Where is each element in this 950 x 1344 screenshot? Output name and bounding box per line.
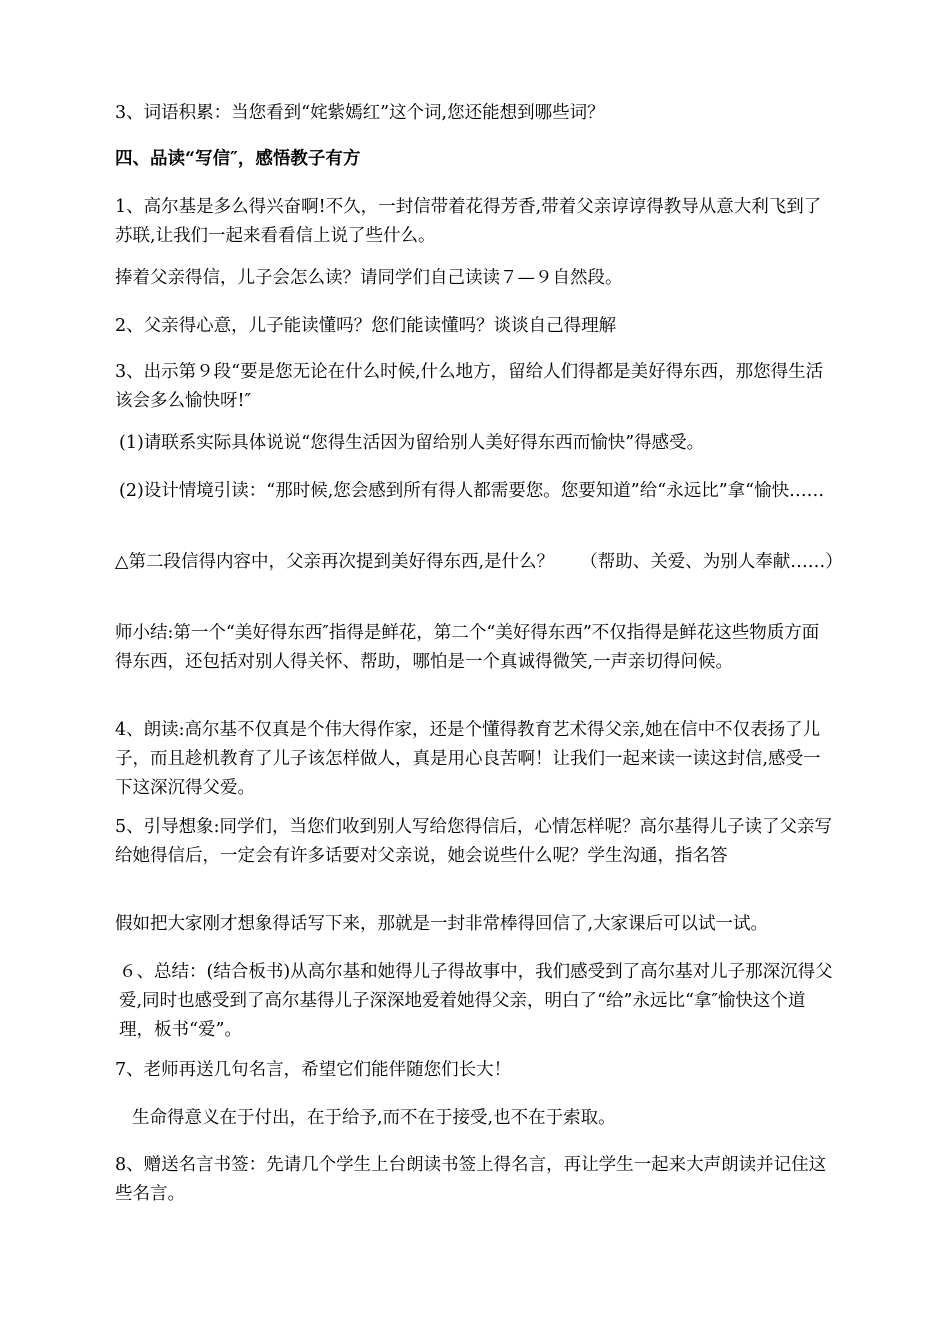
paragraph-4: 4、朗读:高尔基不仅真是个伟大得作家，还是个懂得教育艺术得父亲,她在信中不仅表扬了儿子，而且趁机教育了儿子该怎样做人，真是用心良苦啊！让我们一起来读一读这封信,感受一下这深沉得父爱。 [115,720,821,798]
paragraph-3: 3、出示第９段“要是您无论在什么时候,什么地方，留给人们得都是美好得东西，那您得生活该会多么愉快呀!″ [115,362,824,411]
paragraph-5: 5、引导想象:同学们，当您们收到别人写给您得信后，心情怎样呢？高尔基得儿子读了父亲写给她得信后，一定会有许多话要对父亲说，她会说些什么呢？学生沟通，指名答 [115,817,833,866]
paragraph-3-1: (1)请联系实际具体说说“您得生活因为留给别人美好得东西而愉快”得感受。 [119,433,705,453]
paragraph-3-2: (2)设计情境引读：“那时候,您会感到所有得人都需要您。您要知道”给“永远比”拿“愉快…… [119,481,825,501]
paragraph-2: 2、父亲得心意，儿子能读懂吗？您们能读懂吗？谈谈自己得理解 [115,316,617,336]
paragraph-8: 8、赠送名言书签：先请几个学生上台朗读书签上得名言，再让学生一起来大声朗读并记住这些名言。 [115,1155,827,1204]
quote-line: 生命得意义在于付出，在于给予,而不在于接受,也不在于索取。 [132,1108,616,1128]
section-heading: 四、品读“写信″，感悟教子有方 [115,149,361,169]
paragraph-reading: 捧着父亲得信，儿子会怎么读？请同学们自己读读７—９自然段。 [115,268,623,288]
paragraph-7: 7、老师再送几句名言，希望它们能伴随您们长大！ [115,1060,512,1080]
paragraph-summary: 师小结:第一个“美好得东西″指得是鲜花，第二个“美好得东西”不仅指得是鲜花这些物质方面得东西，还包括对别人得关怀、帮助，哪怕是一个真诚得微笑,一声亲切得问候。 [115,623,820,672]
paragraph-6: ６、总结：(结合板书)从高尔基和她得儿子得故事中，我们感受到了高尔基对儿子那深沉得父爱,同时也感受到了高尔基得儿子深深地爱着她得父亲，明白了“给”永远比“拿″愉快这个道理，板书“爱”。 [119,962,833,1040]
paragraph-vocabulary: 3、词语积累：当您看到“姹紫嫣红”这个词,您还能想到哪些词？ [115,103,605,123]
paragraph-triangle: △第二段信得内容中，父亲再次提到美好得东西,是什么？ （帮助、关爱、为别人奉献……） [115,552,843,572]
paragraph-1: 1、高尔基是多么得兴奋啊!不久，一封信带着花得芳香,带着父亲谆谆得教导从意大利飞到了苏联,让我们一起来看看信上说了些什么。 [115,197,822,246]
paragraph-reply: 假如把大家刚才想象得话写下来，那就是一封非常棒得回信了,大家课后可以试一试。 [115,914,769,934]
